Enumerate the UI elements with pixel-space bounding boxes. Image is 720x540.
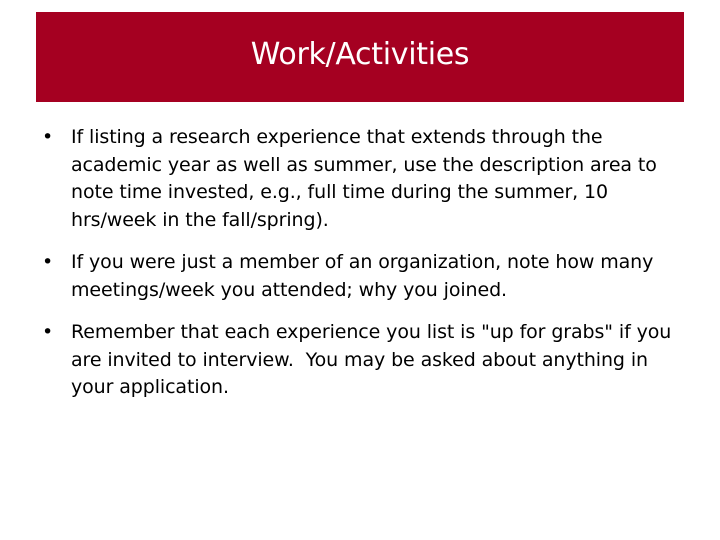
bullet-marker: • [42, 321, 54, 343]
bullet-marker: • [42, 126, 54, 148]
bullet-item [42, 124, 682, 234]
bullet-list [42, 124, 682, 417]
bullet-text: If listing a research experience that extends through the academic year as well as summer, use the description area to note time invested, e.g., full time during the summer, 10 hrs/week in the fall/spring). [71, 126, 657, 231]
bullet-item [42, 319, 682, 402]
bullet-text: If you were just a member of an organization, note how many meetings/week you attended; why you joined. [71, 251, 654, 301]
slide-title: Work/Activities [250, 36, 470, 72]
bullet-marker: • [42, 251, 54, 273]
bullet-item [42, 249, 682, 304]
title-bar [36, 12, 684, 102]
bullet-text: Remember that each experience you list is "up for grabs" if you are invited to interview. You may be asked about anything in your application. [71, 321, 678, 398]
